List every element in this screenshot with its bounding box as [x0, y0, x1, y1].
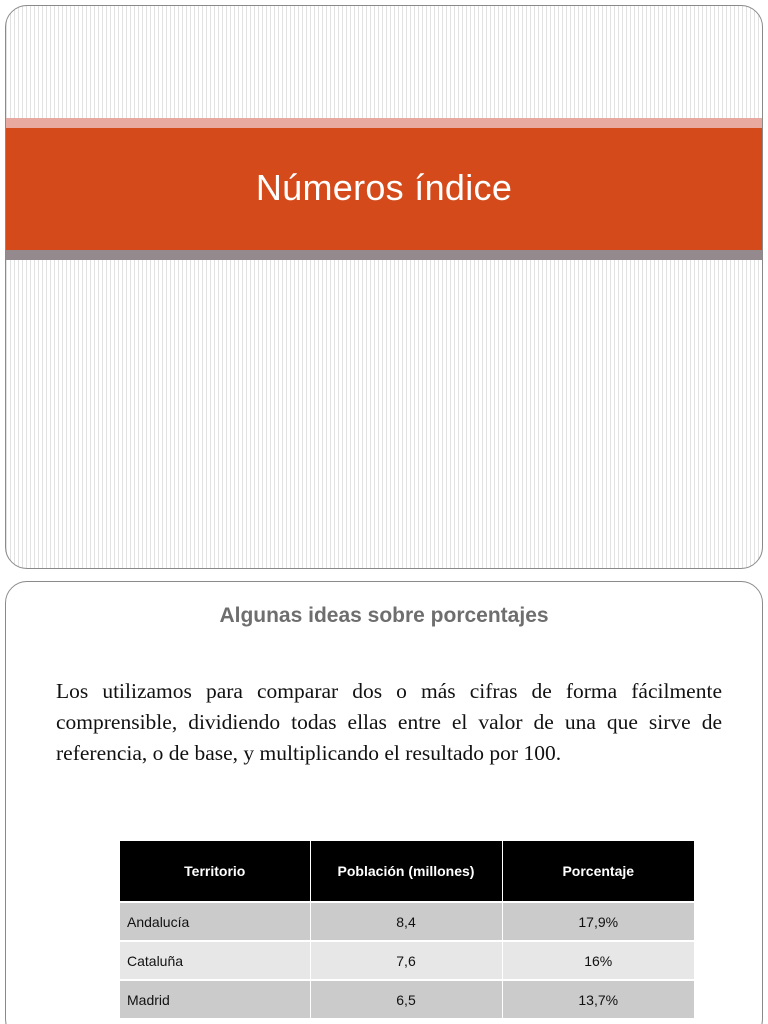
cell-territorio: Andalucía [120, 902, 310, 941]
content-slide-title: Algunas ideas sobre porcentajes [219, 604, 549, 627]
header-porcentaje: Porcentaje [502, 841, 694, 902]
content-slide [5, 581, 763, 1024]
cell-poblacion: 7,6 [310, 941, 502, 980]
title-band-bottom-stripe [6, 250, 762, 260]
content-paragraph: Los utilizamos para comparar dos o más cifras de forma fácilmente comprensible, dividiendo todas ellas entre el valor de una que sirve de referencia, o de base, y multiplicando el resultado por 100. [56, 679, 722, 765]
header-poblacion: Población (millones) [310, 841, 502, 902]
cell-territorio: Madrid [120, 980, 310, 1018]
cell-poblacion: 8,4 [310, 902, 502, 941]
title-slide [5, 5, 763, 569]
cell-poblacion: 6,5 [310, 980, 502, 1018]
header-territorio: Territorio [120, 841, 310, 902]
slide-title: Números índice [255, 167, 513, 208]
cell-porcentaje: 17,9% [502, 902, 694, 941]
cell-porcentaje: 16% [502, 941, 694, 980]
title-band-top-stripe [6, 118, 762, 128]
table-row [120, 902, 694, 941]
cell-porcentaje: 13,7% [502, 980, 694, 1018]
cell-territorio: Cataluña [120, 941, 310, 980]
population-table [120, 841, 694, 1018]
table-header-row [120, 841, 694, 902]
title-band [6, 128, 762, 250]
table-row [120, 980, 694, 1018]
table-row [120, 941, 694, 980]
